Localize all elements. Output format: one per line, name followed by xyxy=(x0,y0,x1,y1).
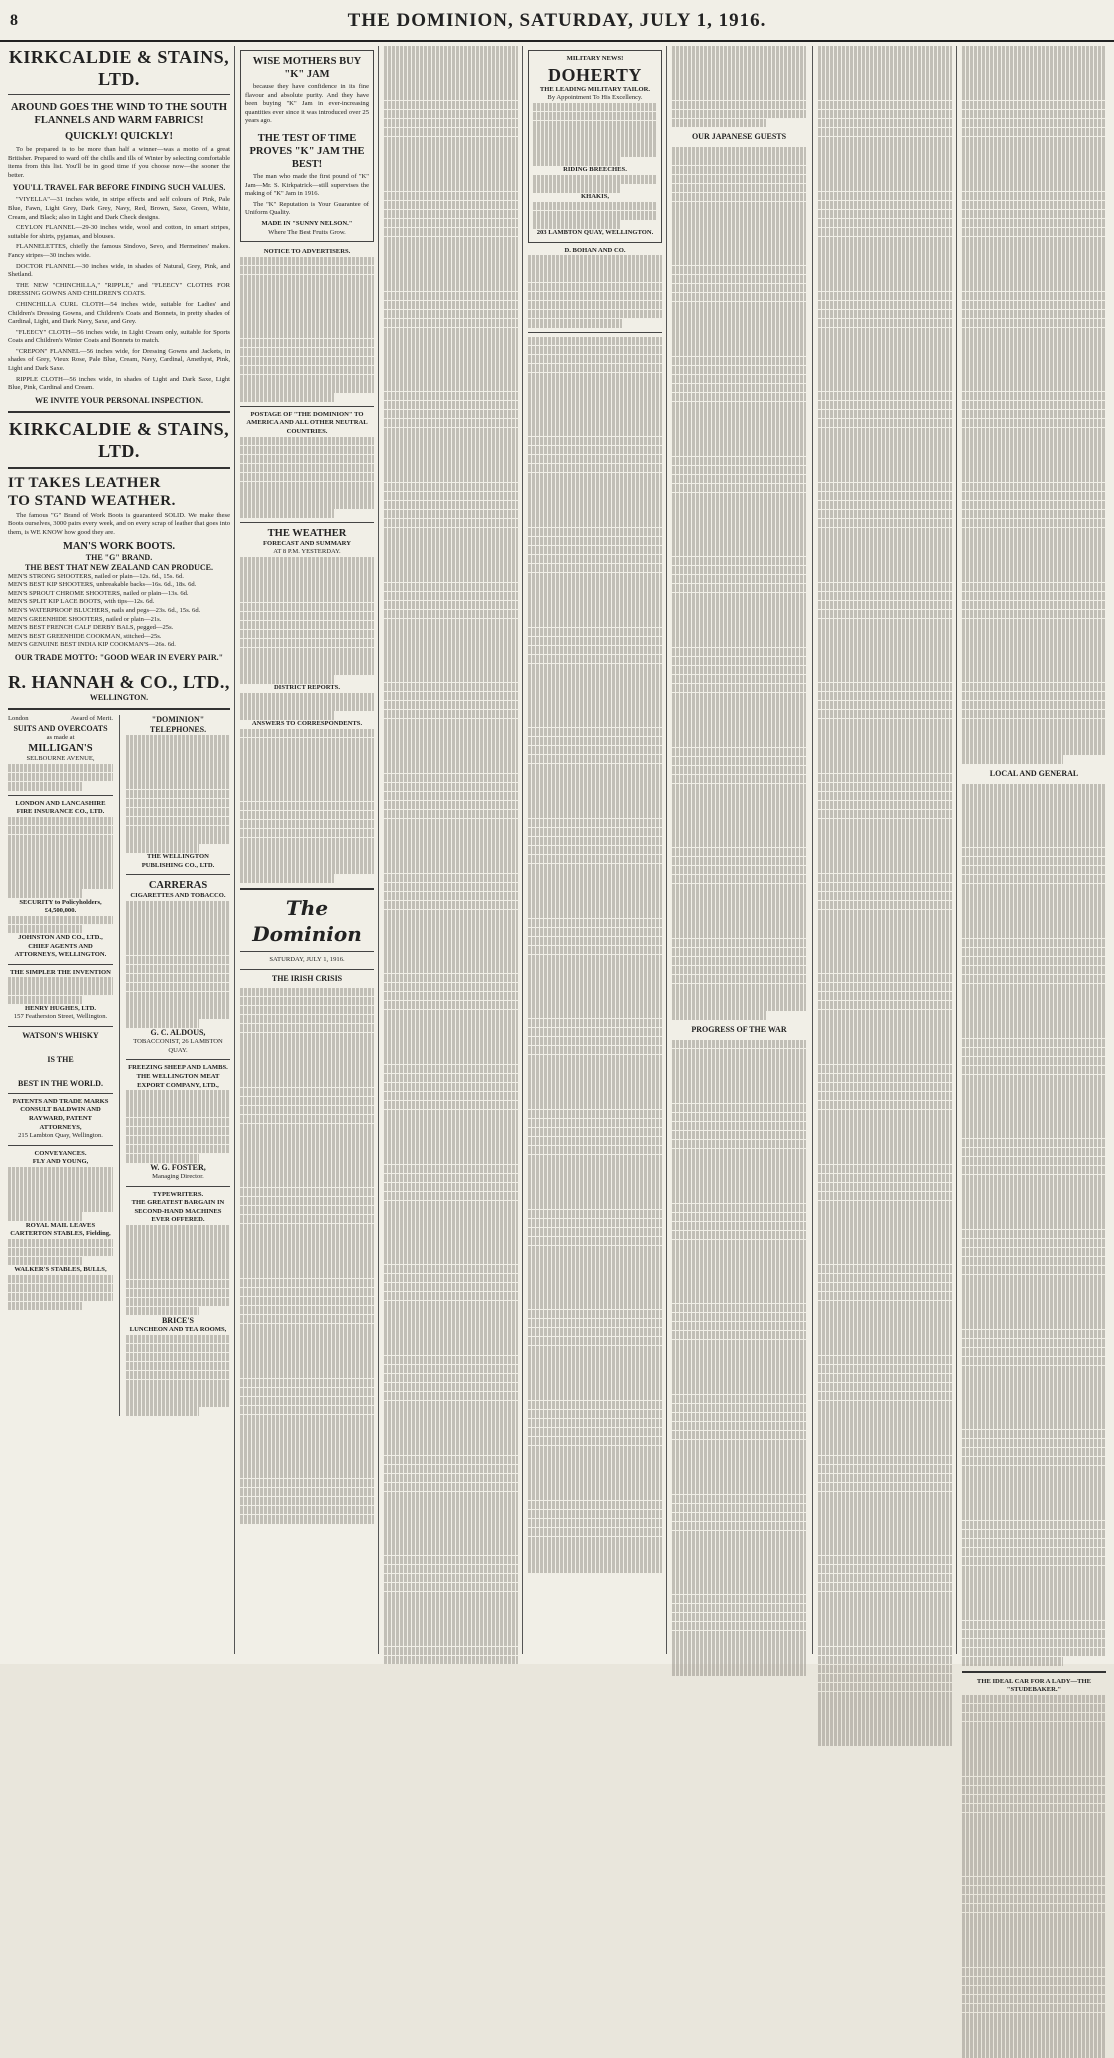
column-4 xyxy=(528,46,662,1654)
johnston-agents: JOHNSTON AND CO., LTD., CHIEF AGENTS AND ATTORNEYS, WELLINGTON. xyxy=(14,933,107,959)
publishing-company: THE WELLINGTON PUBLISHING CO., LTD. xyxy=(141,853,215,869)
watson-line-1: WATSON'S WHISKY xyxy=(22,1030,99,1040)
watson-line-3: BEST IN THE WORLD. xyxy=(18,1078,103,1088)
small-ads-right xyxy=(126,715,230,1416)
foster-name: W. G. FOSTER, xyxy=(150,1163,206,1172)
list-item: DOCTOR FLANNEL—30 inches wide, in shades of Natural, Grey, Pink, and Shetland. xyxy=(8,262,230,279)
kirkcaldie-item-list xyxy=(8,196,230,392)
dominion-nameplate: The Dominion xyxy=(252,895,362,946)
hannah-boot-list xyxy=(8,573,230,650)
carreras-sub: CIGARETTES AND TOBACCO. xyxy=(130,892,226,900)
hannah-boots: MAN'S WORK BOOTS. xyxy=(62,540,176,552)
district-heading: DISTRICT REPORTS. xyxy=(274,684,340,692)
conveyances-heading: CONVEYANCES. xyxy=(34,1149,87,1157)
column-2 xyxy=(240,46,374,1654)
forecast-time: AT 8 P.M. YESTERDAY. xyxy=(273,548,341,556)
hannah-brand: THE "G" BRAND. xyxy=(85,552,153,562)
doherty-appointment: By Appointment To His Excellency. xyxy=(547,94,643,102)
newspaper-title: THE DOMINION, SATURDAY, JULY 1, 1916. xyxy=(347,10,767,31)
suits-heading: SUITS AND OVERCOATS xyxy=(13,723,108,733)
security-line: SECURITY to Policyholders, £4,500,000. xyxy=(19,898,102,915)
bohan-name: D. BOHAN AND CO. xyxy=(564,246,626,254)
simpler-heading: THE SIMPLER THE INVENTION xyxy=(10,968,111,976)
weather-heading: THE WEATHER xyxy=(267,527,347,539)
test-of-time-text: The man who made the first pound of "K" Jam—Mr. S. Kirkpatrick—still supervises the making of "K" Jam in 1916. xyxy=(245,172,369,198)
kirkcaldie-headline: AROUND GOES THE WIND TO THE SOUTH FLANNELS AND WARM FABRICS! xyxy=(10,102,228,126)
walkers-stables: WALKER'S STABLES, BULLS, xyxy=(14,1265,107,1273)
list-item: MEN'S GENUINE BEST INDIA KIP COOKMAN'S—26s. 6d. xyxy=(8,641,176,649)
progress-of-war-heading: PROGRESS OF THE WAR xyxy=(691,1024,787,1034)
column-6 xyxy=(818,46,952,1654)
list-item: MEN'S BEST KIP SHOOTERS, unbreakable backs—16s. 6d., 18s. 6d. xyxy=(8,581,197,589)
column-5 xyxy=(672,46,806,1654)
list-item: CEYLON FLANNEL—29-30 inches wide, wool and cotton, in smart stripes, suitable for shirts, pyjamas, and blouses. xyxy=(8,224,230,240)
hannah-headline-2: TO STAND WEATHER. xyxy=(8,492,176,509)
local-general-heading: LOCAL AND GENERAL xyxy=(989,768,1079,778)
brice-name: BRICE'S xyxy=(161,1315,194,1325)
column-rule xyxy=(522,46,523,1654)
kirkcaldie-subhead: QUICKLY! QUICKLY! xyxy=(64,131,174,142)
doherty-name: DOHERTY xyxy=(548,64,642,85)
list-item: CHINCHILLA CURL CLOTH—54 inches wide, suitable for Ladies' and Children's Dressing Gowns, and Children's Coats and Bonnets, in pretty shades of Cardinal, Light, and Dark Navy, Saxe, and Grey. xyxy=(8,300,230,326)
list-item: FLANNELETTES, chiefly the famous Sindovo, Sevo, and Hermeines' makes. Fancy stripes—30 inches wide. xyxy=(8,243,230,259)
aldous-address: TOBACCONIST, 26 LAMBTON QUAY. xyxy=(133,1038,223,1054)
small-ads-left xyxy=(8,715,113,1416)
hughes-name: HENRY HUGHES, LTD. xyxy=(24,1004,97,1012)
kirkcaldie-invite: WE INVITE YOUR PERSONAL INSPECTION. xyxy=(35,395,203,405)
hannah-motto: OUR TRADE MOTTO: "GOOD WEAR IN EVERY PAIR." xyxy=(14,652,224,662)
list-item: RIPPLE CLOTH—56 inches wide, in shades of Light and Dark Saxe, Light Blue, Pink, Cardinal and Cream. xyxy=(8,375,230,392)
column-rule xyxy=(956,46,957,1654)
telephones-heading: "DOMINION" TELEPHONES. xyxy=(149,714,207,734)
kirkcaldie-intro: To be prepared is to be more than half a winner—was a motto of a great Britisher. Prepared to ward off the chills and ills of Winter by selecting comfortable items from this list. You'll be in good time if you choose now—the sooner the better. xyxy=(8,146,230,179)
hannah-best: THE BEST THAT NEW ZEALAND CAN PRODUCE. xyxy=(25,562,213,572)
milligan-name: MILLIGAN'S xyxy=(28,743,93,755)
column-rule xyxy=(378,46,379,1654)
hannah-company: R. HANNAH & CO., LTD., xyxy=(8,671,230,692)
hannah-intro: The famous "G" Brand of Work Boots is guaranteed SOLID. We make these Boots ourselves, 3000 pairs every week, and on every scrap of leather that goes into them, is WE KNOW how good they are. xyxy=(8,511,230,537)
list-item: MEN'S BEST FRENCH CALF DERBY BALS, pegged—25s. xyxy=(8,624,174,632)
column-7 xyxy=(962,46,1106,1694)
hughes-address: 157 Featherston Street, Wellington. xyxy=(13,1013,108,1021)
bargain-heading: THE GREATEST BARGAIN IN SECOND-HAND MACHINES EVER OFFERED. xyxy=(131,1199,225,1224)
list-item: MEN'S SPLIT KIP LACE BOOTS, with tips—12s. 6d. xyxy=(8,598,155,606)
hannah-headline-1: IT TAKES LEATHER xyxy=(8,474,161,491)
kirkcaldie-heading-2: KIRKCALDIE & STAINS, LTD. xyxy=(8,418,230,461)
list-item: MEN'S BEST GREENHIDE COOKMAN, stitched—25s. xyxy=(8,632,162,640)
list-item: THE NEW "CHINCHILLA," "RIPPLE," and "FLEECY" CLOTHS FOR DRESSING GOWNS AND CHILDREN'S COATS. xyxy=(8,281,230,298)
list-item: "CREPON" FLANNEL—56 inches wide, for Dressing Gowns and Jackets, in shades of Grey, Vieux Rose, Pale Blue, Cream, Navy, Cardinal, Amethyst, Pink, Light and Dark Saxe. xyxy=(8,347,230,373)
notice-heading: NOTICE TO ADVERTISERS. xyxy=(263,248,351,256)
answers-heading: ANSWERS TO CORRESPONDENTS. xyxy=(251,720,363,728)
made-at: as made at xyxy=(46,733,75,741)
column-3 xyxy=(384,46,518,1654)
riding-breeches: RIDING BREECHES. xyxy=(563,166,627,174)
milligan-address: SELBOURNE AVENUE, xyxy=(26,755,95,763)
patents-address: 215 Lambton Quay, Wellington. xyxy=(18,1132,103,1140)
wise-mothers-heading: WISE MOTHERS BUY "K" JAM xyxy=(252,56,362,80)
meat-company: THE WELLINGTON MEAT EXPORT COMPANY, LTD., xyxy=(136,1073,220,1089)
insurance-heading: LONDON AND LANCASHIRE FIRE INSURANCE CO., LTD. xyxy=(15,799,106,816)
list-item: MEN'S SPROUT CHROME SHOOTERS, nailed or plain—13s. 6d. xyxy=(8,589,189,597)
list-item: "FLEECY" CLOTH—56 inches wide, in Light Cream only, suitable for Sports Coats and Children's Winter Coats and Bonnets to match. xyxy=(8,328,230,345)
masthead xyxy=(0,0,1114,42)
list-item: MEN'S GREENHIDE SHOOTERS, nailed or plain—21s. xyxy=(8,615,162,623)
watson-line-2: IS THE xyxy=(47,1054,74,1064)
leader-date: SATURDAY, JULY 1, 1916. xyxy=(269,955,345,963)
small-ads-block xyxy=(8,715,230,1416)
award-label: Award of Merit. xyxy=(70,714,113,722)
wise-mothers-text: because they have confidence in its fine flavour and absolute purity. And they have been buying "K" Jam in ever-increasing quantities ever since it was introduced over 25 years ago. xyxy=(245,83,369,125)
list-item: MEN'S WATERPROOF BLUCHERS, nails and pegs—23s. 6d., 15s. 6d. xyxy=(8,607,201,614)
doherty-tailor: THE LEADING MILITARY TAILOR. xyxy=(539,85,651,93)
best-fruits: Where The Best Fruits Grow. xyxy=(268,228,346,236)
foster-role: Managing Director. xyxy=(152,1173,204,1180)
test-of-time-heading: THE TEST OF TIME PROVES "K" JAM THE BEST! xyxy=(249,132,365,170)
column-advertisements xyxy=(8,46,230,1654)
military-news-heading: MILITARY NEWS! xyxy=(566,55,624,62)
reputation-line: The "K" Reputation is Your Guarantee of Uniform Quality. xyxy=(245,200,369,217)
japanese-guests-heading: OUR JAPANESE GUESTS xyxy=(691,132,787,142)
kirkcaldie-values: YOU'LL TRAVEL FAR BEFORE FINDING SUCH VALUES. xyxy=(12,183,226,193)
column-rule xyxy=(666,46,667,1654)
list-item: MEN'S STRONG SHOOTERS, nailed or plain—12s. 6d., 15s. 6d. xyxy=(8,572,184,580)
london-label: London xyxy=(8,714,29,722)
aldous-name: G. C. ALDOUS, xyxy=(150,1028,206,1038)
postage-heading: POSTAGE OF "THE DOMINION" TO AMERICA AND ALL OTHER NEUTRAL COUNTRIES. xyxy=(246,410,368,435)
list-item: "VIYELLA"—31 inches wide, in stripe effects and self colours of Pink, Pale Blue, Fawn, Light Grey, Dark Grey, Navy, Red, Brown, Saxe, Green, White, Cream, and Black; also in Light and Dark Check designs. xyxy=(8,196,230,221)
fly-young: FLY AND YOUNG, xyxy=(32,1158,89,1166)
khakis: KHAKIS, xyxy=(580,193,610,201)
ideal-car-heading: THE IDEAL CAR FOR A LADY—THE "STUDEBAKER." xyxy=(976,1677,1092,1694)
typewriters-heading: TYPEWRITERS. xyxy=(152,1190,204,1198)
hannah-city: WELLINGTON. xyxy=(89,692,149,702)
forecast-heading: FORECAST AND SUMMARY xyxy=(263,539,351,547)
carreras-heading: CARRERAS xyxy=(148,880,208,892)
column-rule xyxy=(812,46,813,1654)
doherty-address: 203 LAMBTON QUAY, WELLINGTON. xyxy=(536,229,654,237)
patents-heading: PATENTS AND TRADE MARKS CONSULT BALDWIN AND RAYWARD, PATENT ATTORNEYS, xyxy=(12,1097,109,1131)
column-rule xyxy=(234,46,235,1654)
brice-sub: LUNCHEON AND TEA ROOMS, xyxy=(129,1325,227,1333)
made-in-nelson: MADE IN "SUNNY NELSON." xyxy=(261,219,353,227)
irish-crisis-heading: THE IRISH CRISIS xyxy=(271,973,343,983)
royal-mail: ROYAL MAIL LEAVES CARTERTON STABLES, Fielding, xyxy=(10,1221,111,1238)
freezing-heading: FREEZING SHEEP AND LAMBS. xyxy=(128,1064,228,1072)
page-number: 8 xyxy=(10,12,18,29)
kirkcaldie-heading: KIRKCALDIE & STAINS, LTD. xyxy=(8,47,230,89)
